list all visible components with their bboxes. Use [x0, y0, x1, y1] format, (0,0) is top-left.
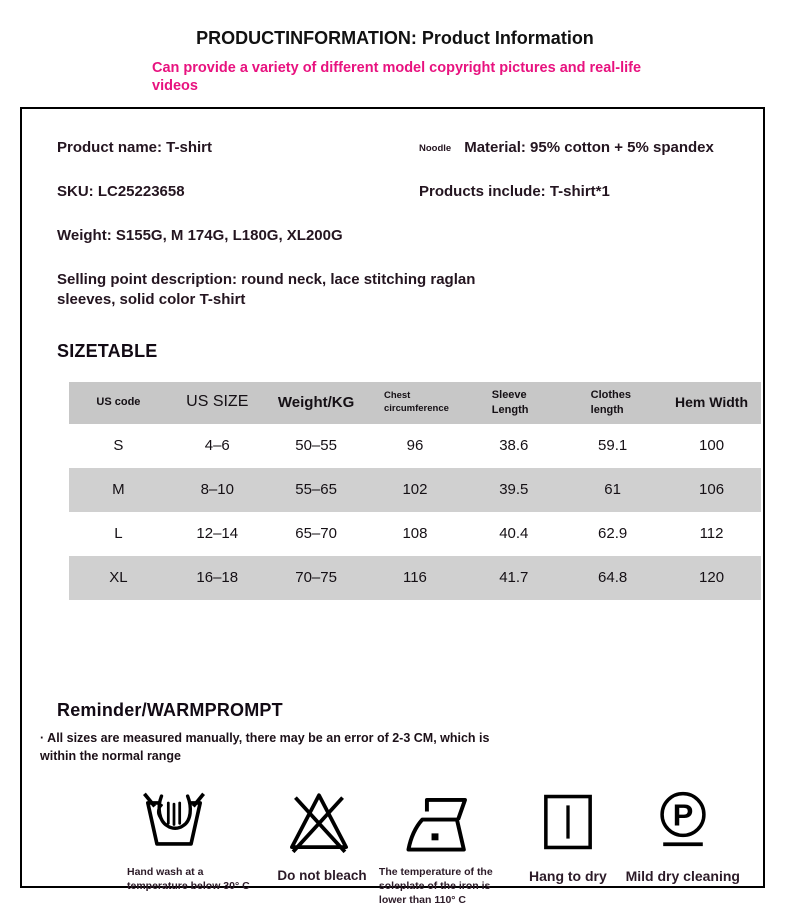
- cell: 100: [699, 437, 725, 454]
- reminder-note: · All sizes are measured manually, there may be an error of 2-3 CM, which is within the normal range: [40, 730, 490, 763]
- cell: 4–6: [204, 437, 230, 454]
- care-label: Hand wash at a temperature below 30° C: [127, 865, 250, 892]
- svg-text:P: P: [672, 797, 694, 833]
- column-us-code: US code: [96, 396, 141, 409]
- cell: M: [112, 481, 125, 498]
- detail-row-1: [57, 139, 743, 156]
- cell: XL: [109, 569, 128, 586]
- column-clothes-length: Clothes length: [590, 389, 631, 416]
- cell: 112: [699, 525, 724, 542]
- cell: 39.5: [499, 481, 529, 498]
- page-title: PRODUCTINFORMATION: Product Information: [196, 28, 594, 48]
- size-table-header: [69, 382, 761, 424]
- cell: 59.1: [598, 437, 628, 454]
- cell: 61: [604, 481, 621, 498]
- cell: 16–18: [196, 569, 239, 586]
- cell: 8–10: [200, 481, 234, 498]
- cell: 50–55: [295, 437, 337, 454]
- column-us-size: US SIZE: [186, 393, 249, 411]
- cell: 102: [402, 481, 428, 498]
- column-weight-kg: Weight/KG: [277, 393, 355, 411]
- care-item-hang-to-dry: [526, 785, 609, 886]
- cell: 38.6: [499, 437, 529, 454]
- detail-row-2: [57, 183, 743, 200]
- cell: 64.8: [598, 569, 628, 586]
- cell: 70–75: [295, 569, 337, 586]
- weight-line: Weight: S155G, M 174G, L180G, XL200G: [57, 227, 343, 244]
- cell: 12–14: [196, 525, 239, 542]
- cell: 41.7: [499, 569, 529, 586]
- material-value: Material: 95% cotton + 5% spandex: [464, 139, 714, 156]
- hand-wash-icon: [137, 787, 211, 853]
- iron-low-temperature-icon: [397, 793, 473, 853]
- material-prefix-label: Noodle: [419, 143, 452, 154]
- care-item-iron-low: [379, 785, 513, 908]
- table-row-l: [69, 512, 761, 556]
- column-sleeve-length: Sleeve Length: [491, 389, 529, 416]
- size-table-heading: SIZETABLE: [57, 340, 158, 361]
- products-include: Products include: T-shirt*1: [419, 183, 610, 200]
- care-item-hand-wash: [127, 785, 250, 893]
- cell: 62.9: [598, 525, 628, 542]
- table-row-m: [69, 468, 761, 512]
- hang-to-dry-icon: [539, 791, 597, 853]
- size-table: [69, 382, 761, 600]
- care-label: The temperature of the soleplate of the iron is lower than 110° C: [378, 865, 493, 907]
- cell: 108: [402, 525, 428, 542]
- cell: S: [113, 437, 124, 454]
- care-label: Mild dry cleaning: [625, 867, 740, 884]
- cell: 106: [699, 481, 725, 498]
- mild-dry-cleaning-icon: [652, 787, 714, 853]
- cell: 55–65: [295, 481, 337, 498]
- care-instructions: [57, 785, 743, 908]
- cell: 120: [699, 569, 725, 586]
- do-not-bleach-icon: [280, 787, 358, 853]
- column-chest-circumference: Chest circumference: [383, 390, 449, 414]
- sku-value: SKU: LC25223658: [57, 183, 185, 200]
- product-name: Product name: T-shirt: [57, 139, 213, 156]
- cell: 116: [402, 569, 427, 586]
- cell: L: [114, 525, 123, 542]
- care-label: Hang to dry: [529, 867, 607, 884]
- product-info-panel: [20, 107, 765, 907]
- column-hem-width: Hem Width: [675, 394, 749, 411]
- cell: 96: [406, 437, 424, 454]
- care-label: Do not bleach: [277, 867, 367, 883]
- table-row-s: [69, 424, 761, 468]
- care-item-mild-dry-cleaning: [623, 785, 743, 886]
- cell: 40.4: [499, 525, 529, 542]
- reminder-heading: Reminder/WARMPROMPT: [57, 699, 283, 720]
- selling-point: Selling point description: round neck, lace stitching raglan sleeves, solid color T-shirt: [57, 271, 476, 309]
- page-subtitle: Can provide a variety of different model copyright pictures and real-life videos: [152, 60, 642, 95]
- table-row-xl: [69, 556, 761, 600]
- care-item-do-not-bleach: [270, 785, 374, 885]
- cell: 65–70: [295, 525, 337, 542]
